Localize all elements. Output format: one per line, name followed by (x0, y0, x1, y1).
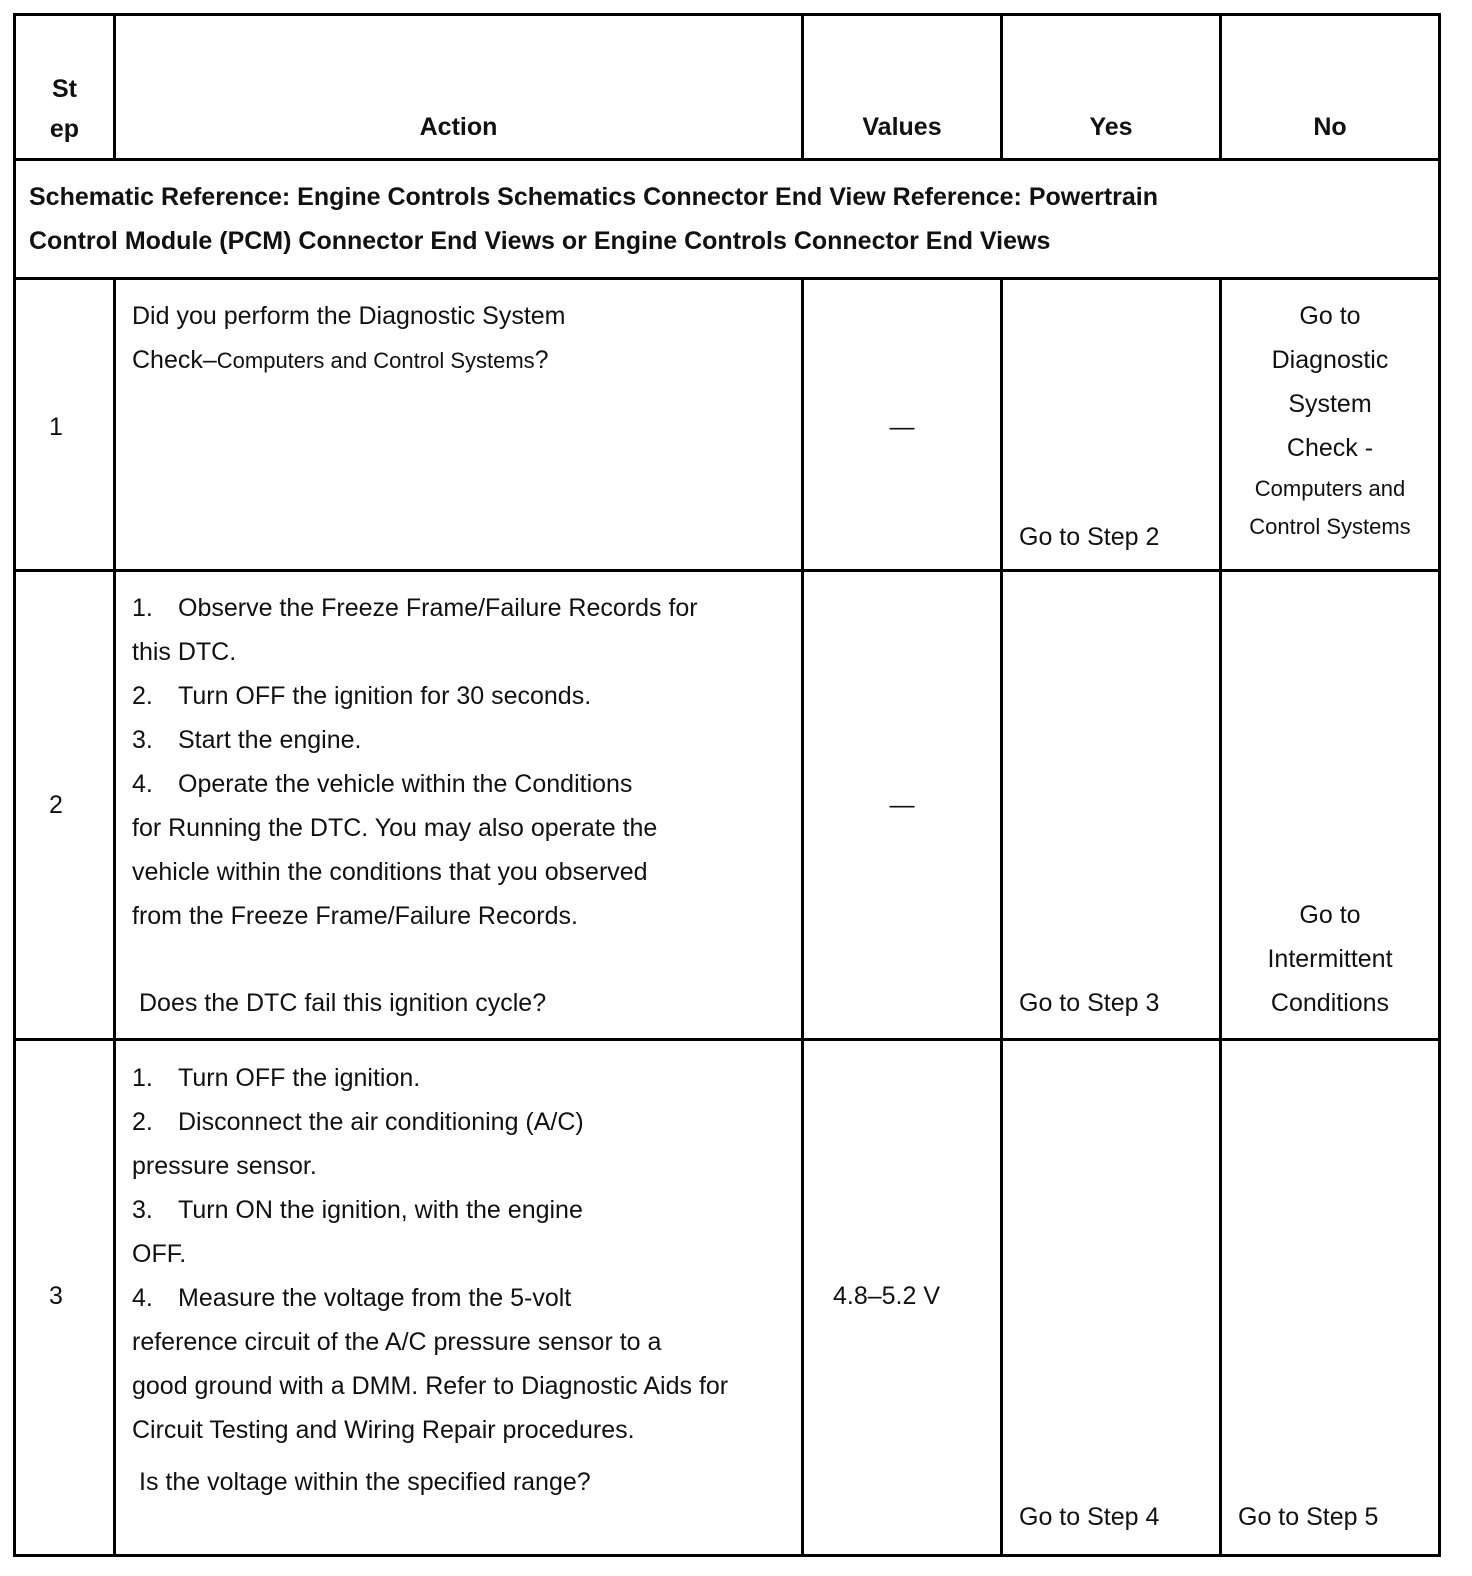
item-number: 2. (132, 1108, 153, 1136)
yes-step-2: Go to Step 3 (1019, 989, 1160, 1017)
no-line: Conditions (1270, 989, 1390, 1017)
item-number: 4. (132, 770, 153, 798)
reference-line-1: Schematic Reference: Engine Controls Schematics Connector End View Reference: Powertrain (29, 183, 1159, 211)
no-line: Diagnostic (1271, 346, 1389, 374)
item-text: Start the engine. (178, 726, 362, 754)
no-line: Computers and (1254, 476, 1406, 501)
action-line (132, 674, 797, 718)
table-border-top (13, 13, 1441, 16)
action-line (132, 1276, 797, 1320)
header-divider (13, 158, 1441, 161)
step-number-3: 3 (49, 1282, 63, 1310)
action-line (132, 718, 797, 762)
item-text: Turn ON the ignition, with the engine (178, 1196, 583, 1224)
action-line: vehicle within the conditions that you observed (132, 858, 648, 886)
header-step-line1: St (52, 75, 77, 103)
action-line: from the Freeze Frame/Failure Records. (132, 902, 578, 930)
no-line: Go to (1299, 901, 1361, 929)
action-line: pressure sensor. (132, 1152, 317, 1180)
values-step-3: 4.8–5.2 V (833, 1282, 941, 1310)
yes-step-1: Go to Step 2 (1019, 523, 1160, 551)
item-number: 2. (132, 682, 153, 710)
no-line: Go to (1299, 302, 1361, 330)
question-step-3: Is the voltage within the specified range? (139, 1468, 591, 1496)
no-step-1 (1222, 294, 1438, 546)
action-link-text: Computers and Control Systems (216, 348, 535, 373)
action-step-2 (132, 586, 797, 938)
item-text: Turn OFF the ignition. (178, 1064, 421, 1092)
action-line: OFF. (132, 1240, 187, 1268)
row2-divider (13, 1038, 1441, 1041)
reference-line-2: Control Module (PCM) Connector End Views or Engine Controls Connector End Views (29, 227, 1051, 255)
col-divider-step-body (113, 277, 116, 1557)
no-step-2 (1222, 893, 1438, 1025)
action-line (132, 1056, 797, 1100)
action-step-1 (132, 294, 792, 383)
action-line: Circuit Testing and Wiring Repair procedures. (132, 1416, 635, 1444)
action-line (132, 338, 792, 383)
table-border-bottom (13, 1554, 1441, 1557)
no-line: Intermittent (1267, 945, 1393, 973)
values-step-1: — (889, 413, 915, 441)
action-line (132, 1100, 797, 1144)
item-number: 1. (132, 594, 153, 622)
no-step-3: Go to Step 5 (1238, 1503, 1379, 1531)
action-step-3 (132, 1056, 797, 1452)
action-line: Did you perform the Diagnostic System (132, 302, 566, 330)
action-line (132, 1188, 797, 1232)
item-number: 3. (132, 726, 153, 754)
action-text: Check– (132, 346, 217, 374)
header-values: Values (862, 113, 942, 141)
item-text: Disconnect the air conditioning (A/C) (178, 1108, 584, 1136)
action-line: good ground with a DMM. Refer to Diagnostic Aids for (132, 1372, 729, 1400)
header-yes: Yes (1089, 113, 1133, 141)
item-number: 3. (132, 1196, 153, 1224)
item-number: 1. (132, 1064, 153, 1092)
row1-divider (13, 569, 1441, 572)
item-text: Turn OFF the ignition for 30 seconds. (178, 682, 592, 710)
question-step-2: Does the DTC fail this ignition cycle? (139, 989, 547, 1017)
header-action: Action (419, 113, 498, 141)
action-line: reference circuit of the A/C pressure sensor to a (132, 1328, 662, 1356)
item-text: Operate the vehicle within the Conditions (178, 770, 633, 798)
schematic-reference (29, 175, 1429, 263)
header-no: No (1313, 113, 1347, 141)
no-line: System (1288, 390, 1372, 418)
table-border-right (1438, 13, 1441, 1557)
values-step-2: — (889, 791, 915, 819)
action-line (132, 762, 797, 806)
item-text: Measure the voltage from the 5-volt (178, 1284, 572, 1312)
item-text: Observe the Freeze Frame/Failure Records for (178, 594, 698, 622)
no-line: Check - (1286, 434, 1374, 462)
step-number-1: 1 (49, 413, 63, 441)
action-text: ? (534, 346, 549, 374)
diagnostic-table (13, 13, 1441, 1557)
item-number: 4. (132, 1284, 153, 1312)
action-line: this DTC. (132, 638, 237, 666)
header-step (16, 69, 113, 149)
reference-divider (13, 277, 1441, 280)
action-line: for Running the DTC. You may also operate the (132, 814, 658, 842)
col-divider-values-body (1000, 277, 1003, 1557)
no-line: Control Systems (1249, 514, 1411, 539)
header-step-line2: ep (49, 115, 80, 143)
col-divider-action-body (801, 277, 804, 1557)
action-line (132, 586, 797, 630)
step-number-2: 2 (49, 791, 63, 819)
yes-step-3: Go to Step 4 (1019, 1503, 1160, 1531)
